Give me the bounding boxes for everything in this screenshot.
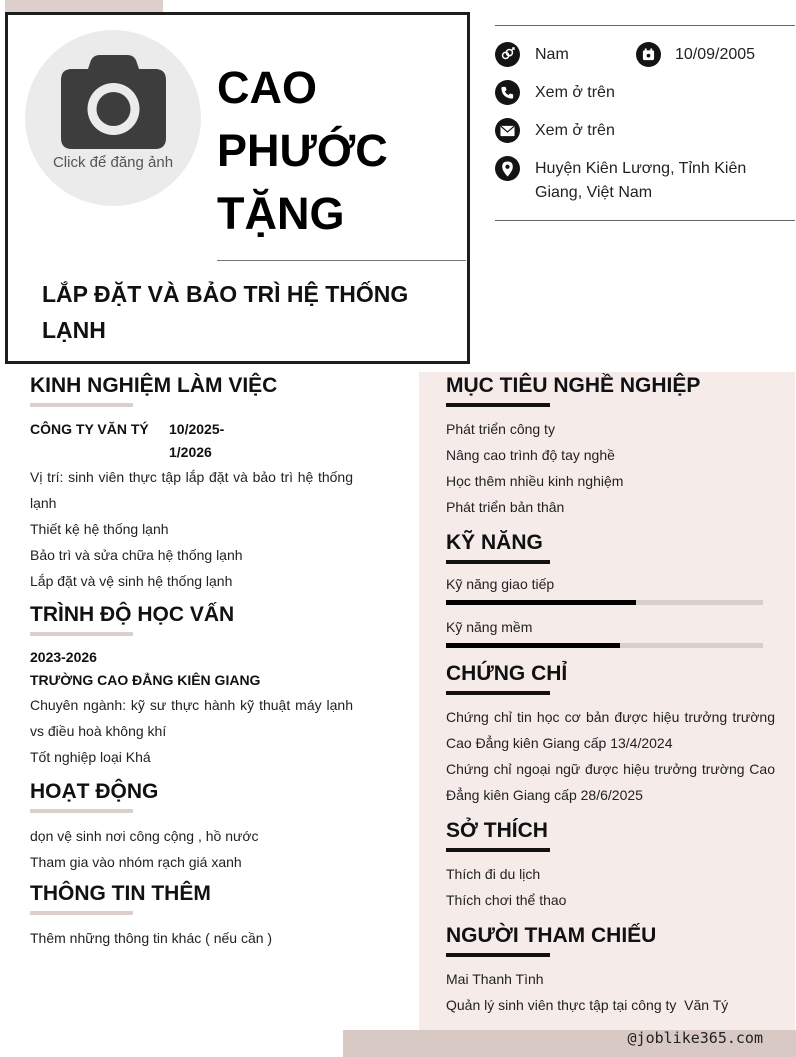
reference-line: Mai Thanh Tình — [446, 971, 544, 987]
name-line: CAO — [217, 62, 317, 113]
gender-value: Nam — [535, 46, 569, 63]
watermark: @joblike365.com — [627, 1029, 763, 1047]
name-divider — [217, 260, 466, 261]
experience-line: Lắp đặt và vệ sinh hệ thống lạnh — [30, 573, 233, 589]
reference-line: Quản lý sinh viên thực tập tại công ty Văn Tý — [446, 997, 729, 1013]
phone-value: Xem ở trên — [535, 84, 615, 101]
skill-bar-fill — [446, 643, 620, 648]
section-underline — [446, 848, 550, 852]
avatar-caption: Click để đăng ảnh — [52, 154, 174, 171]
avatar-upload[interactable] — [25, 30, 201, 206]
certificates-title: CHỨNG CHỈ — [446, 662, 568, 685]
section-underline — [446, 691, 550, 695]
certificate-line: Chứng chỉ tin học cơ bản được hiệu trưởng trường Cao Đẳng kiên Giang cấp 13/4/2024 — [446, 709, 775, 751]
section-underline — [30, 809, 133, 813]
hobbies-section — [446, 817, 775, 913]
activity-line: dọn vệ sinh nơi công cộng , hồ nước — [30, 828, 259, 844]
certificates-section — [446, 660, 775, 808]
skill-label: Kỹ năng mềm — [446, 619, 533, 635]
education-line: Tốt nghiệp loại Khá — [30, 749, 151, 765]
objective-line: Nâng cao trình độ tay nghề — [446, 447, 615, 463]
gender-icon — [495, 42, 520, 67]
name-line: PHƯỚC — [217, 125, 388, 176]
extra-info-line: Thêm những thông tin khác ( nếu cần ) — [30, 930, 273, 946]
candidate-name — [217, 56, 457, 245]
experience-title: KINH NGHIỆM LÀM VIỆC — [30, 374, 278, 397]
section-underline — [446, 560, 550, 564]
experience-line: Vị trí: sinh viên thực tập lắp đặt và bảo trì hệ thống lạnh — [30, 469, 353, 511]
education-period: 2023-2026 — [30, 649, 97, 665]
location-icon — [495, 156, 520, 181]
hobbies-title: SỞ THÍCH — [446, 819, 548, 842]
skill-bar-track — [446, 600, 763, 605]
name-line: TẶNG — [217, 188, 345, 239]
birthdate-value: 10/09/2005 — [675, 46, 756, 63]
objective-title: MỤC TIÊU NGHỀ NGHIỆP — [446, 374, 701, 397]
contact-top-divider — [495, 25, 795, 26]
experience-period: 10/2025-1/2026 — [169, 421, 225, 460]
skills-section — [446, 529, 775, 648]
section-underline — [30, 403, 133, 407]
phone-icon — [495, 80, 520, 105]
education-line: Chuyên ngành: kỹ sư thực hành kỹ thuật máy lạnh vs điều hoà không khí — [30, 697, 353, 739]
references-title: NGƯỜI THAM CHIẾU — [446, 924, 657, 947]
skill-bar-track — [446, 643, 763, 648]
references-section — [446, 922, 775, 1018]
objective-line: Học thêm nhiều kinh nghiệm — [446, 473, 624, 489]
skill-label: Kỹ năng giao tiếp — [446, 576, 555, 592]
skills-title: KỸ NĂNG — [446, 531, 543, 554]
education-section — [30, 601, 353, 770]
camera-icon — [60, 55, 167, 150]
section-underline — [30, 632, 133, 636]
hobby-line: Thích chơi thể thao — [446, 892, 567, 908]
section-underline — [446, 403, 550, 407]
certificate-line: Chứng chỉ ngoại ngữ được hiệu trưởng trường Cao Đẳng kiên Giang cấp 28/6/2025 — [446, 761, 775, 803]
section-underline — [30, 911, 133, 915]
experience-line: Thiết kệ hệ thống lạnh — [30, 521, 169, 537]
objective-line: Phát triển công ty — [446, 421, 555, 437]
experience-section — [30, 372, 353, 594]
contact-bottom-divider — [495, 220, 795, 221]
address-value: Huyện Kiên Lương, Tỉnh Kiên Giang, Việt Nam — [535, 160, 747, 201]
company-name: CÔNG TY VĂN TÝ — [30, 421, 149, 437]
experience-line: Bảo trì và sửa chữa hệ thống lạnh — [30, 547, 243, 563]
extra-info-title: THÔNG TIN THÊM — [30, 882, 211, 905]
mail-icon — [495, 118, 520, 143]
hobby-line: Thích đi du lịch — [446, 866, 541, 882]
school-name: TRƯỜNG CAO ĐẲNG KIÊN GIANG — [30, 672, 261, 688]
job-title: LẮP ĐẶT VÀ BẢO TRÌ HỆ THỐNG LẠNH — [42, 281, 409, 343]
activities-section — [30, 778, 353, 875]
extra-info-section — [30, 880, 353, 951]
calendar-icon — [636, 42, 661, 67]
objective-line: Phát triển bản thân — [446, 499, 565, 515]
activity-line: Tham gia vào nhóm rạch giá xanh — [30, 854, 242, 870]
skill-bar-fill — [446, 600, 636, 605]
section-underline — [446, 953, 550, 957]
activities-title: HOẠT ĐỘNG — [30, 780, 159, 803]
objective-section — [446, 372, 775, 520]
email-value: Xem ở trên — [535, 122, 615, 139]
education-title: TRÌNH ĐỘ HỌC VẤN — [30, 603, 235, 626]
